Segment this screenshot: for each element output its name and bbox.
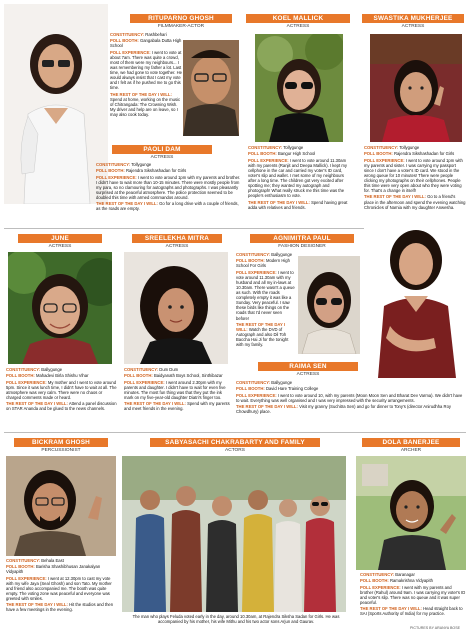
rest-of-day-label: THE REST OF THE DAY I WILL:	[110, 91, 172, 97]
paoli-poll-experience: I went to vote around 1pm with my parents and brother. I didn't have to wait more than 10-15 minutes. There were mostly people from my para, so no clamouring for autographs and photographs. I was pleasantly surprised at the peaceful atmosphere. The police protection seemed to be doubled this time with armed commandos around.	[96, 174, 241, 200]
constituency-label: CONSTITUENCY:	[124, 367, 159, 372]
poll-experience-label: POLL EXPERIENCE:	[96, 174, 137, 180]
dola-poll-booth: Ramakrishna Vidyapith	[389, 578, 433, 584]
rituparno-portrait-photo	[4, 4, 108, 204]
section-divider	[4, 432, 466, 433]
poll-booth-label: POLL BOOTH:	[360, 578, 389, 584]
rest-of-day-label: THE REST OF THE DAY I WILL:	[360, 606, 422, 612]
agnimitra-portrait-photo	[364, 216, 468, 378]
rest-of-day-label: THE REST OF THE DAY I WILL:	[96, 201, 158, 207]
poll-experience-label: POLL EXPERIENCE:	[6, 379, 47, 385]
koel-name-header: KOEL MALLICK	[246, 14, 350, 23]
rituparno-poll-booth: Gangabala Dutta High School	[110, 38, 182, 49]
swastika-photo	[370, 34, 462, 142]
bickram-constituency: Behala East	[41, 558, 64, 563]
agnimitra-inset-photo	[298, 256, 360, 354]
raima-role: ACTRESS	[296, 372, 320, 377]
dola-constituency: Baranagar	[395, 572, 415, 577]
june-role: ACTRESS	[48, 244, 72, 249]
rest-of-day-label: THE REST OF THE DAY I WILL:	[236, 403, 298, 409]
poll-experience-label: POLL EXPERIENCE:	[110, 49, 151, 55]
raima-poll-booth: David Hare Training College	[265, 386, 319, 392]
rest-of-day-label: THE REST OF THE DAY I WILL:	[6, 401, 68, 407]
bickram-photo	[6, 456, 116, 556]
raima-rest-of-day: Visit my granny (Suchitra Sen) and go for dinner to Tony's (director Anirudhha Roy Chowdhury) place.	[236, 403, 451, 415]
poll-booth-label: POLL BOOTH:	[124, 373, 153, 379]
constituency-label: CONSTITUENCY:	[364, 145, 399, 150]
sreelekha-name-header: SREELEKHA MITRA	[132, 234, 222, 243]
rituparno-inset-photo	[183, 40, 239, 136]
dola-poll-experience: I went with my parents and brother (Rahul) around 9am. I was carrying my voter's ID and voter's slip. There was no queue and it was super peaceful.	[360, 584, 466, 605]
june-photo	[8, 252, 112, 364]
paoli-poll-booth: Rajendra Sikshashadan for Girls	[125, 168, 187, 174]
constituency-label: CONSTITUENCY:	[6, 558, 41, 563]
june-name-header: JUNE	[18, 234, 102, 243]
photo-credit: PICTURES BY ARANYA BOSE	[410, 626, 460, 630]
paoli-text	[96, 162, 242, 224]
poll-booth-label: POLL BOOTH:	[364, 151, 393, 157]
dola-role: ARCHER	[400, 448, 422, 453]
sabyasachi-caption: The man who plays Feluda voted early in the day, around 10.30am, at Rajendra Siksha Sadan for Girls. He was accompanied by his mother, his wife Mithu and his two actor sons Arjun and Gaurav.	[132, 614, 340, 625]
rituparno-name-header: RITUPARNO GHOSH	[130, 14, 232, 23]
constituency-label: CONSTITUENCY:	[360, 572, 395, 577]
rituparno-role: FILMMAKER-ACTOR	[157, 24, 205, 29]
agnimitra-constituency: Ballygunge	[271, 252, 293, 257]
rest-of-day-label: THE REST OF THE DAY I WILL:	[236, 321, 286, 332]
sreelekha-constituency: Dum Dum	[159, 367, 179, 372]
dola-name-header: DOLA BANERJEE	[362, 438, 460, 447]
poll-booth-label: POLL BOOTH:	[6, 564, 35, 570]
koel-constituency: Tollygunge	[283, 145, 304, 150]
swastika-role: ACTRESS	[401, 24, 425, 29]
sreelekha-role: ACTRESS	[165, 244, 189, 249]
poll-booth-label: POLL BOOTH:	[236, 386, 265, 392]
swastika-poll-booth: Rajendra Sikshashadan for Girls	[393, 151, 455, 157]
bickram-rest-of-day: Hit the studios and then have a few meetings in the evening.	[6, 602, 114, 613]
koel-poll-booth: Bangur High School	[277, 151, 316, 157]
koel-rest-of-day: Spend having great adda with relatives and friends.	[248, 199, 348, 210]
rituparno-constituency: Rashbehari	[145, 32, 167, 37]
constituency-label: CONSTITUENCY:	[236, 380, 271, 385]
sreelekha-text	[124, 367, 230, 429]
sreelekha-poll-experience: I went around 2.30pm with my parents and daughter. I didn't have to wait for even five minutes. The most fun thing was that they put the ink mark on my five-year-old daughter Diatri's finger too.	[124, 379, 226, 400]
bickram-name-header: BICKRAM GHOSH	[14, 438, 108, 447]
swastika-text	[364, 145, 466, 227]
rest-of-day-label: THE REST OF THE DAY I WILL:	[124, 401, 186, 407]
sreelekha-poll-booth: Baidyanath Boys School, Sinthibazar	[153, 373, 223, 379]
constituency-label: CONSTITUENCY:	[248, 145, 283, 150]
rest-of-day-label: THE REST OF THE DAY I WILL:	[364, 194, 426, 200]
rituparno-poll-experience: I went to vote at about 7am. There was quite a crowd, most of them were my neighbours... I was remembering my father a lot. Last time, we had gone to vote together. He would always insist that I cast my vote and I felt as if he pushed me to go this time.	[110, 49, 182, 91]
poll-booth-label: POLL BOOTH:	[236, 258, 265, 264]
agnimitra-poll-booth: Modern High School For Girls	[236, 258, 290, 269]
raima-poll-experience: I went to vote around 10, with my parents (Moon Moon Sen and Bharat Dev Varma). We didn't have to wait. Everything was well organised and I was very impressed with the security arrangements.	[236, 392, 463, 403]
constituency-label: CONSTITUENCY:	[6, 367, 41, 372]
agnimitra-name-header: AGNIMITRA PAUL	[250, 234, 354, 243]
sreelekha-photo	[124, 252, 228, 364]
paoli-rest-of-day: Go for a long drive with a couple of friends, as the roads are empty.	[96, 201, 239, 212]
koel-poll-experience: I went to vote around 11.30am with my parents (Ranjit and Deepa Mallick). I kept my cellphone in the car and carried my voter's ID card, voter's slip and wallet. I met some of my neighbours after a long time. The children got very excited after spotting me; they wanted my autograph and photograph! What really struck me this time was the people's enthusiasm to vote.	[248, 157, 347, 199]
koel-role: ACTRESS	[286, 24, 310, 29]
agnimitra-role: FASHION DESIGNER	[278, 244, 326, 249]
poll-experience-label: POLL EXPERIENCE:	[248, 157, 289, 163]
raima-constituency: Ballygunge	[271, 380, 293, 385]
june-constituency: Ballygunge	[41, 367, 63, 372]
sabyasachi-family-photo	[122, 456, 346, 612]
june-text	[6, 367, 118, 431]
dola-text	[360, 572, 466, 624]
june-rest-of-day: Attend a panel discussion on STAR Ananda and be glued to the news channels.	[6, 401, 117, 412]
june-poll-booth: Mahadevi Birla Shishu Vihar	[35, 373, 89, 379]
agnimitra-text	[236, 252, 296, 360]
paoli-name-header: PAOLI DAM	[112, 145, 212, 154]
bickram-text	[6, 558, 118, 630]
swastika-constituency: Tollygunge	[399, 145, 420, 150]
bickram-role: PERCUSSIONIST	[41, 448, 81, 453]
sabyasachi-name-header: SABYASACHI CHAKRABARTY AND FAMILY	[150, 438, 320, 447]
bickram-poll-experience: I went at 12.30pm to cast my vote with my wife Jaya (Seal Ghosh) and son Tato. My mother and friend also accompanied me. The booth was quite empty. The voting zone was peaceful and everyone was greeted with smiles.	[6, 575, 112, 602]
dola-rest-of-day: Head straight back to SAI (Sports Authority of India) for my practice.	[360, 606, 463, 617]
june-poll-experience: My mother and I went to vote around 5pm. Since it was lunch time, I didn't have to wait at all. The atmosphere was very calm. There were no chaos or charged comments made or heard.	[6, 379, 117, 400]
agnimitra-poll-experience: I went to vote around 11.30am with my husband and all my in-laws at 10.30am. There wasn't a queue as such. With the roads completely empty it was like a Sunday. Very peaceful. I saw these birds like things on the roads that I'd never seen before!	[236, 269, 295, 321]
sreelekha-rest-of-day: Spend with my parents and meet friends in the evening.	[124, 401, 230, 412]
poll-experience-label: POLL EXPERIENCE:	[236, 392, 277, 398]
poll-booth-label: POLL BOOTH:	[6, 373, 35, 379]
agnimitra-rest-of-day: Watch the DVD of Autograph and also Dil Toh Baccha Hai Ji for the tonight with my family.	[236, 326, 289, 348]
poll-booth-label: POLL BOOTH:	[248, 151, 277, 157]
constituency-label: CONSTITUENCY:	[236, 252, 271, 257]
sabyasachi-role: ACTORS	[225, 448, 245, 453]
raima-text	[236, 380, 466, 426]
koel-photo	[255, 34, 343, 142]
poll-experience-label: POLL EXPERIENCE:	[364, 157, 405, 163]
raima-name-header: RAIMA SEN	[258, 362, 358, 371]
constituency-label: CONSTITUENCY:	[96, 162, 131, 167]
poll-experience-label: POLL EXPERIENCE:	[236, 269, 277, 275]
rest-of-day-label: THE REST OF THE DAY I WILL:	[6, 602, 68, 608]
koel-text	[248, 145, 350, 227]
rest-of-day-label: THE REST OF THE DAY I WILL:	[248, 199, 310, 205]
paoli-constituency: Tollygunge	[131, 162, 152, 167]
poll-booth-label: POLL BOOTH:	[96, 168, 125, 174]
poll-experience-label: POLL EXPERIENCE:	[6, 575, 47, 581]
dola-photo	[356, 456, 466, 570]
poll-booth-label: POLL BOOTH:	[110, 38, 139, 44]
poll-experience-label: POLL EXPERIENCE:	[124, 379, 165, 385]
constituency-label: CONSTITUENCY:	[110, 32, 145, 37]
paoli-role: ACTRESS	[150, 155, 174, 160]
swastika-rest-of-day: Go to a friend's place in the afternoon and spend the evening watching Chronicles of Narnia with my daughter Anwesha.	[364, 194, 466, 210]
rituparno-rest-of-day: Spend at home, working on the music of Chitrangada: The Crowning Wish. My driver and help are on leave, so I may also cook today.	[110, 96, 181, 117]
poll-experience-label: POLL EXPERIENCE:	[360, 584, 401, 590]
swastika-name-header: SWASTIKA MUKHERJEE	[362, 14, 464, 23]
bickram-poll-booth: Barisha Shashibhusan Janakalyan Vidyapith	[6, 564, 101, 575]
swastika-poll-experience: I went to vote around 1pm with my parents and sister. I was carrying my passport since I don't have a voter's ID card. We stood in the wrong queue for 10 minutes! There were people clicking my photographs on their cellphones. People this time were very open about who they were voting for. That's a change in itself!	[364, 157, 463, 194]
